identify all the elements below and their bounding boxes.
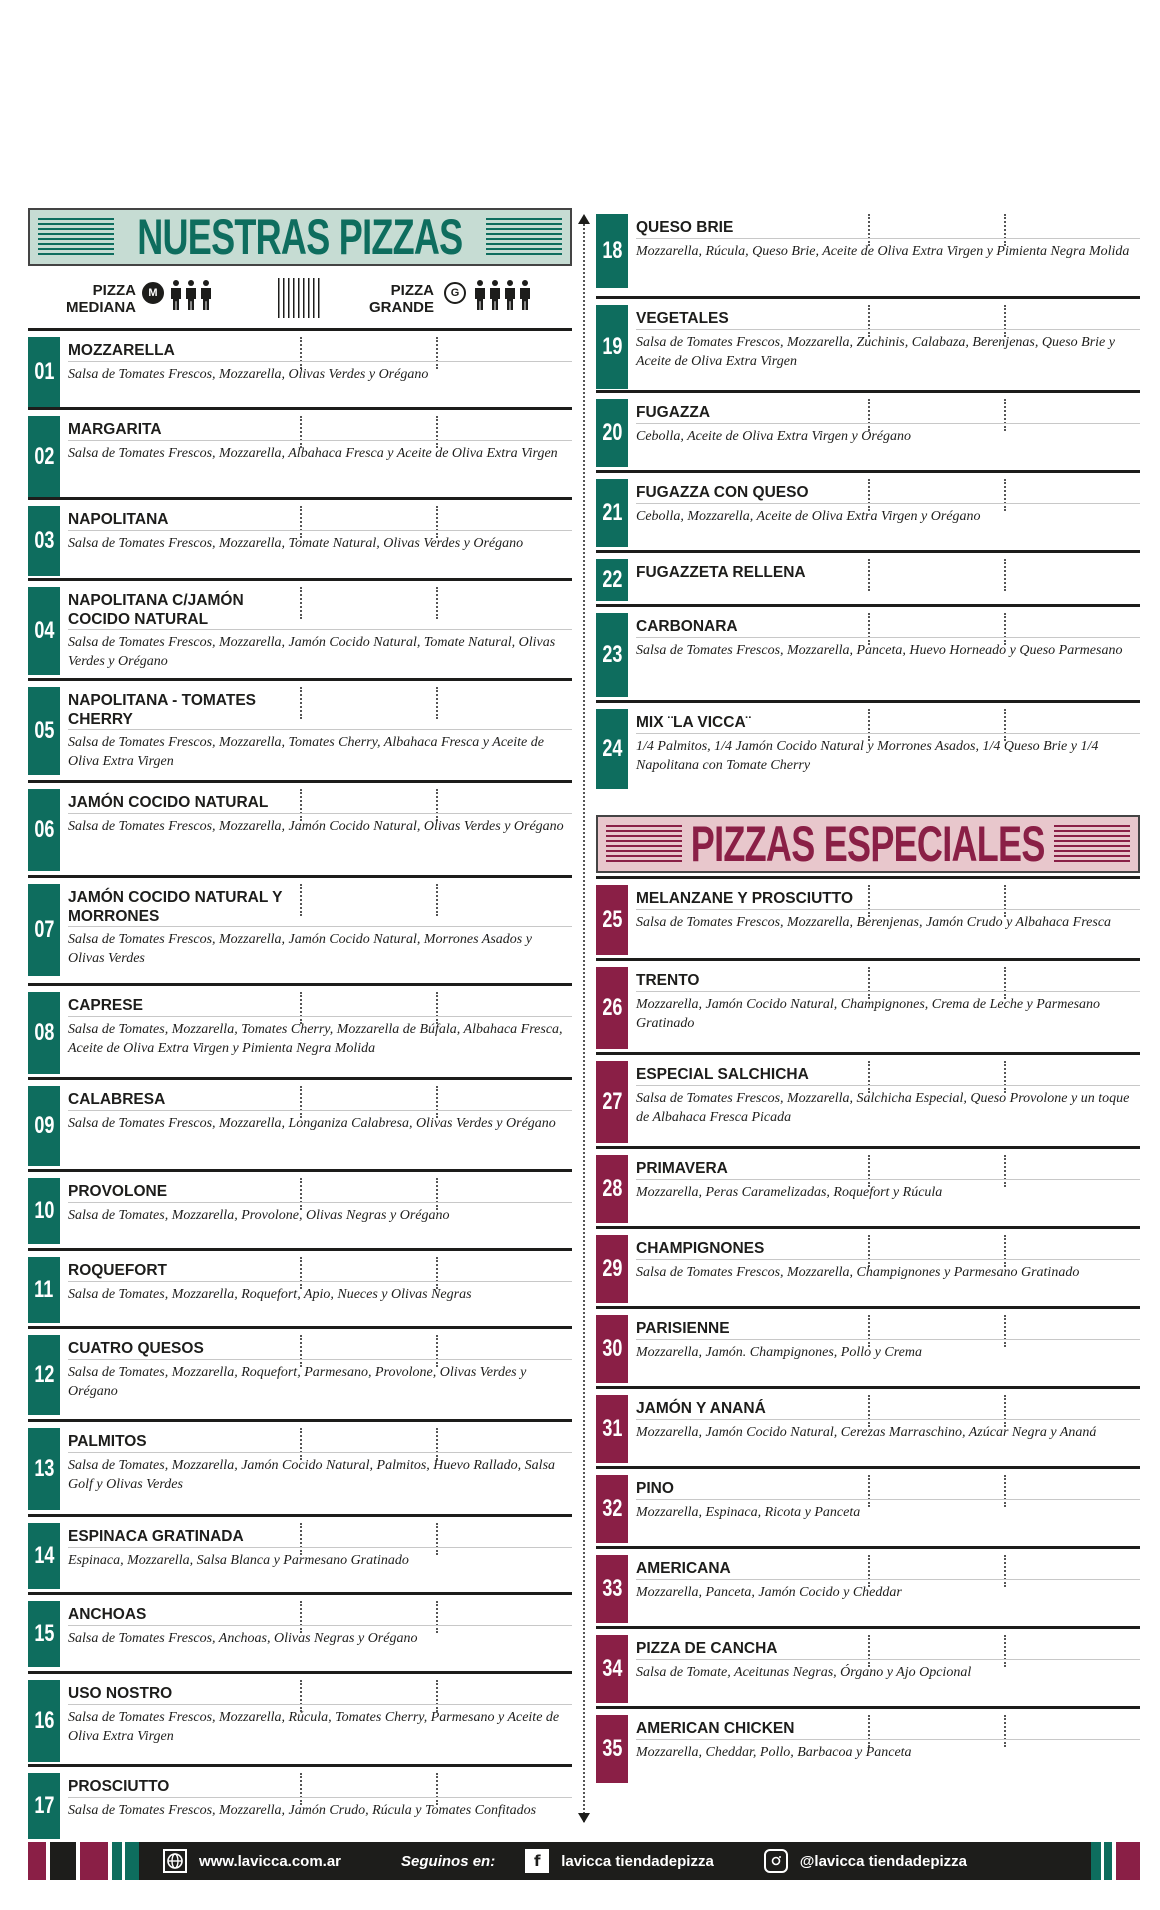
item-rule bbox=[68, 440, 572, 441]
arrow-up-icon bbox=[578, 214, 590, 224]
item-name: AMERICANA bbox=[636, 1560, 731, 1577]
menu-item bbox=[596, 876, 1140, 959]
item-name: ESPINACA GRATINADA bbox=[68, 1528, 244, 1545]
person-icon bbox=[504, 280, 516, 310]
item-rule bbox=[68, 1359, 572, 1360]
footer-stripe-left bbox=[28, 1842, 145, 1880]
item-rule bbox=[68, 530, 572, 531]
menu-item bbox=[28, 678, 572, 779]
item-name: MOZZARELLA bbox=[68, 342, 175, 359]
item-rule bbox=[636, 1419, 1140, 1420]
item-description: Salsa de Tomates Frescos, Mozzarella, Salchicha Especial, Queso Provolone y un toque de Albahaca Fresca Picada bbox=[636, 1091, 1130, 1125]
item-description: Mozzarella, Jamón Cocido Natural, Cerezas Marraschino, Azúcar Negra y Ananá bbox=[636, 1425, 1097, 1440]
menu-item bbox=[28, 1764, 572, 1843]
item-number-text: 06 bbox=[33, 816, 55, 843]
person-icon bbox=[474, 280, 486, 310]
menu-item bbox=[596, 470, 1140, 551]
item-number bbox=[28, 1086, 60, 1166]
item-number bbox=[596, 399, 628, 467]
person-icon bbox=[185, 280, 197, 310]
item-name: MARGARITA bbox=[68, 421, 162, 438]
item-rule bbox=[636, 423, 1140, 424]
item-name: AMERICAN CHICKEN bbox=[636, 1720, 795, 1737]
item-number-text: 31 bbox=[601, 1415, 623, 1442]
item-number-text: 19 bbox=[601, 333, 623, 360]
pizza-grande-label: PIZZA GRANDE bbox=[368, 282, 434, 316]
item-rule bbox=[68, 813, 572, 814]
item-description: Salsa de Tomates Frescos, Mozzarella, Olivas Verdes y Orégano bbox=[68, 367, 429, 382]
item-name: JAMÓN Y ANANÁ bbox=[636, 1400, 766, 1417]
item-description: 1/4 Palmitos, 1/4 Jamón Cocido Natural y Morrones Asados, 1/4 Queso Brie y 1/4 Napolitana con Tomate Cherry bbox=[636, 739, 1099, 773]
item-name: NAPOLITANA bbox=[68, 511, 169, 528]
item-description: Salsa de Tomates Frescos, Mozzarella, Jamón Crudo, Rúcula y Tomates Confitados bbox=[68, 1803, 537, 1818]
item-name: PROVOLONE bbox=[68, 1183, 168, 1200]
item-number bbox=[28, 789, 60, 871]
item-name: PROSCIUTTO bbox=[68, 1778, 170, 1795]
item-number-text: 21 bbox=[601, 499, 623, 526]
item-number bbox=[28, 1523, 60, 1589]
item-number-text: 09 bbox=[33, 1112, 55, 1139]
item-number bbox=[596, 1475, 628, 1543]
item-name: PIZZA DE CANCHA bbox=[636, 1640, 778, 1657]
item-number-text: 33 bbox=[601, 1575, 623, 1602]
item-number-text: 16 bbox=[33, 1707, 55, 1734]
item-description: Mozzarella, Peras Caramelizadas, Roquefort y Rúcula bbox=[636, 1185, 943, 1200]
item-description: Mozzarella, Jamón. Champignones, Pollo y Crema bbox=[636, 1345, 922, 1360]
item-rule bbox=[636, 238, 1140, 239]
item-name: FUGAZZETA RELLENA bbox=[636, 564, 806, 581]
item-number-text: 30 bbox=[601, 1335, 623, 1362]
item-number-text: 01 bbox=[33, 358, 55, 385]
item-rule bbox=[636, 503, 1140, 504]
item-number bbox=[596, 1235, 628, 1303]
mediana-badge-icon: M bbox=[142, 282, 164, 304]
item-number bbox=[596, 1315, 628, 1383]
item-rule bbox=[636, 733, 1140, 734]
menu-item bbox=[596, 1706, 1140, 1787]
item-rule bbox=[68, 1625, 572, 1626]
item-rule bbox=[68, 1110, 572, 1111]
item-name: ESPECIAL SALCHICHA bbox=[636, 1066, 809, 1083]
menu-item bbox=[28, 983, 572, 1078]
price-slot-grande bbox=[1004, 559, 1006, 591]
item-number bbox=[28, 1335, 60, 1415]
size-legend bbox=[28, 278, 572, 328]
item-description: Mozzarella, Jamón Cocido Natural, Champignones, Crema de Leche y Parmesano Gratinado bbox=[636, 997, 1101, 1031]
item-rule bbox=[636, 329, 1140, 330]
item-number bbox=[596, 1155, 628, 1223]
item-number-text: 22 bbox=[601, 566, 623, 593]
item-rule bbox=[636, 1085, 1140, 1086]
price-slot-grande bbox=[436, 687, 438, 719]
item-name: CHAMPIGNONES bbox=[636, 1240, 765, 1257]
menu-item bbox=[28, 780, 572, 875]
item-number bbox=[596, 305, 628, 389]
item-number-text: 05 bbox=[33, 717, 55, 744]
item-rule bbox=[68, 1016, 572, 1017]
divider-bars bbox=[278, 278, 322, 318]
item-number-text: 10 bbox=[33, 1197, 55, 1224]
item-description: Salsa de Tomates Frescos, Mozzarella, Zuchinis, Calabaza, Berenjenas, Queso Brie y Aceite de Oliva Extra Virgen bbox=[636, 335, 1115, 369]
item-number-text: 13 bbox=[33, 1455, 55, 1482]
item-name: VEGETALES bbox=[636, 310, 729, 327]
item-name: MELANZANE Y PROSCIUTTO bbox=[636, 890, 854, 907]
item-name: ANCHOAS bbox=[68, 1606, 147, 1623]
menu-item bbox=[28, 875, 572, 980]
banner-pizzas-especiales bbox=[596, 815, 1140, 873]
item-number-text: 11 bbox=[34, 1276, 54, 1303]
menu-item bbox=[596, 390, 1140, 471]
menu-item bbox=[28, 1326, 572, 1419]
footer-bar bbox=[28, 1842, 1140, 1880]
item-description: Salsa de Tomates Frescos, Mozzarella, Albahaca Fresca y Aceite de Oliva Extra Virgen bbox=[68, 446, 558, 461]
menu-item bbox=[596, 1626, 1140, 1707]
item-number bbox=[596, 613, 628, 697]
people-mediana bbox=[170, 280, 212, 310]
item-rule bbox=[636, 1339, 1140, 1340]
menu-item bbox=[596, 208, 1140, 292]
menu-item bbox=[28, 1671, 572, 1766]
item-rule bbox=[68, 729, 572, 730]
price-slot-grande bbox=[436, 884, 438, 916]
facebook-handle[interactable]: lavicca tiendadepizza bbox=[561, 1852, 714, 1870]
person-icon bbox=[489, 280, 501, 310]
item-name: FUGAZZA bbox=[636, 404, 711, 421]
item-description: Salsa de Tomates, Mozzarella, Roquefort, Parmesano, Provolone, Olivas Verdes y Orégano bbox=[68, 1365, 527, 1399]
item-number bbox=[28, 884, 60, 976]
pizza-mediana-label: PIZZA MEDIANA bbox=[66, 282, 136, 316]
item-number bbox=[28, 687, 60, 775]
banner-title: PIZZAS ESPECIALES bbox=[691, 816, 1045, 872]
item-description: Salsa de Tomates Frescos, Mozzarella, Longaniza Calabresa, Olivas Verdes y Orégano bbox=[68, 1116, 556, 1131]
people-grande bbox=[474, 280, 531, 310]
grande-badge-icon: G bbox=[444, 282, 466, 304]
item-rule bbox=[68, 1202, 572, 1203]
footer-stripe-right bbox=[1085, 1842, 1140, 1880]
item-number-text: 29 bbox=[601, 1255, 623, 1282]
item-number-text: 28 bbox=[601, 1175, 623, 1202]
item-rule bbox=[636, 991, 1140, 992]
item-description: Salsa de Tomates, Mozzarella, Roquefort, Apio, Nueces y Olivas Negras bbox=[68, 1287, 472, 1302]
item-description: Salsa de Tomate, Aceitunas Negras, Órgano y Ajo Opcional bbox=[636, 1665, 972, 1680]
item-rule bbox=[636, 637, 1140, 638]
item-name: ROQUEFORT bbox=[68, 1262, 168, 1279]
item-description: Salsa de Tomates Frescos, Mozzarella, Champignones y Parmesano Gratinado bbox=[636, 1265, 1080, 1280]
menu-item bbox=[28, 328, 572, 411]
item-name: PRIMAVERA bbox=[636, 1160, 728, 1177]
menu-item bbox=[596, 1386, 1140, 1467]
banner-nuestras-pizzas bbox=[28, 208, 572, 266]
item-number bbox=[28, 1680, 60, 1762]
item-number bbox=[28, 1601, 60, 1667]
item-description: Salsa de Tomates Frescos, Mozzarella, Rúcula, Tomates Cherry, Parmesano y Aceite de Oliva Extra Virgen bbox=[68, 1710, 560, 1744]
menu-item bbox=[596, 1466, 1140, 1547]
item-number bbox=[28, 587, 60, 675]
banner-stripes bbox=[486, 218, 562, 256]
item-description: Mozzarella, Rúcula, Queso Brie, Aceite de Oliva Extra Virgen y Pimienta Negra Molida bbox=[636, 244, 1130, 259]
item-number-text: 02 bbox=[33, 443, 55, 470]
menu-item bbox=[28, 1169, 572, 1248]
item-name: PINO bbox=[636, 1480, 674, 1497]
menu-item bbox=[28, 407, 572, 502]
price-slot-grande bbox=[436, 587, 438, 619]
menu-item bbox=[596, 1146, 1140, 1227]
menu-item bbox=[596, 1052, 1140, 1147]
menu-item bbox=[28, 1419, 572, 1514]
banner-title: NUESTRAS PIZZAS bbox=[137, 209, 463, 265]
menu-item bbox=[28, 1514, 572, 1593]
item-rule bbox=[636, 1739, 1140, 1740]
item-rule bbox=[68, 1281, 572, 1282]
item-name: JAMÓN COCIDO NATURAL bbox=[68, 794, 269, 811]
item-number-text: 07 bbox=[33, 916, 55, 943]
follow-label: Seguinos en: bbox=[401, 1852, 496, 1870]
instagram-icon[interactable] bbox=[764, 1849, 788, 1873]
item-number-text: 26 bbox=[601, 994, 623, 1021]
menu-item bbox=[28, 1077, 572, 1170]
item-rule bbox=[636, 1579, 1140, 1580]
item-number bbox=[596, 967, 628, 1049]
item-rule bbox=[68, 361, 572, 362]
menu-item bbox=[596, 958, 1140, 1053]
item-name: JAMÓN COCIDO NATURAL Y MORRONES bbox=[68, 889, 283, 925]
item-number bbox=[596, 1635, 628, 1703]
item-number-text: 18 bbox=[601, 237, 623, 264]
item-name: PALMITOS bbox=[68, 1433, 147, 1450]
item-number bbox=[28, 1178, 60, 1244]
item-number bbox=[28, 992, 60, 1074]
item-rule bbox=[68, 1704, 572, 1705]
item-name: CARBONARA bbox=[636, 618, 738, 635]
menu-item bbox=[596, 550, 1140, 605]
item-description: Salsa de Tomates Frescos, Mozzarella, Berenjenas, Jamón Crudo y Albahaca Fresca bbox=[636, 915, 1112, 930]
person-icon bbox=[170, 280, 182, 310]
item-description: Salsa de Tomates Frescos, Mozzarella, Panceta, Huevo Horneado y Queso Parmesano bbox=[636, 643, 1123, 658]
item-description: Salsa de Tomates Frescos, Mozzarella, Tomate Natural, Olivas Verdes y Orégano bbox=[68, 536, 524, 551]
item-number-text: 32 bbox=[601, 1495, 623, 1522]
person-icon bbox=[519, 280, 531, 310]
menu-item bbox=[596, 1546, 1140, 1627]
item-name: CUATRO QUESOS bbox=[68, 1340, 204, 1357]
banner-stripes bbox=[606, 825, 682, 863]
item-name: FUGAZZA CON QUESO bbox=[636, 484, 809, 501]
item-name: NAPOLITANA - TOMATES CHERRY bbox=[68, 692, 256, 728]
item-description: Salsa de Tomates, Mozzarella, Provolone, Olivas Negras y Orégano bbox=[68, 1208, 450, 1223]
item-rule bbox=[636, 1179, 1140, 1180]
item-name: MIX ¨LA VICCA¨ bbox=[636, 714, 751, 731]
item-description: Cebolla, Mozzarella, Aceite de Oliva Extra Virgen y Orégano bbox=[636, 509, 981, 524]
menu-item bbox=[596, 296, 1140, 393]
item-description: Espinaca, Mozzarella, Salsa Blanca y Parmesano Gratinado bbox=[68, 1553, 409, 1568]
item-rule bbox=[636, 1659, 1140, 1660]
item-number bbox=[28, 506, 60, 576]
footer-content bbox=[145, 1842, 1085, 1880]
price-slot-mediana bbox=[868, 559, 870, 591]
price-slot-mediana bbox=[300, 587, 302, 619]
item-number bbox=[596, 214, 628, 288]
menu-item bbox=[28, 1248, 572, 1327]
instagram-handle[interactable]: @lavicca tiendadepizza bbox=[799, 1852, 967, 1870]
price-slot-mediana bbox=[300, 687, 302, 719]
item-number-text: 03 bbox=[33, 527, 55, 554]
item-number bbox=[28, 1428, 60, 1510]
item-number bbox=[596, 1715, 628, 1783]
menu-item bbox=[28, 1592, 572, 1671]
item-name: USO NOSTRO bbox=[68, 1685, 173, 1702]
item-number bbox=[596, 709, 628, 789]
item-rule bbox=[636, 1499, 1140, 1500]
banner-stripes bbox=[38, 218, 114, 256]
item-number-text: 20 bbox=[601, 419, 623, 446]
item-name: QUESO BRIE bbox=[636, 219, 734, 236]
item-number-text: 04 bbox=[33, 617, 55, 644]
item-description: Mozzarella, Panceta, Jamón Cocido y Cheddar bbox=[636, 1585, 902, 1600]
menu-item bbox=[28, 578, 572, 679]
item-rule bbox=[68, 1547, 572, 1548]
item-description: Salsa de Tomates Frescos, Mozzarella, Tomates Cherry, Albahaca Fresca y Aceite de Oliva Extra Virgen bbox=[68, 735, 544, 769]
item-description: Salsa de Tomates, Mozzarella, Tomates Cherry, Mozzarella de Búfala, Albahaca Fresca, Aceite de Oliva Extra Virgen y Pimienta Negra Molida bbox=[68, 1022, 563, 1056]
item-name: NAPOLITANA C/JAMÓN COCIDO NATURAL bbox=[68, 592, 244, 628]
item-rule bbox=[68, 1797, 572, 1798]
item-rule bbox=[68, 629, 572, 630]
banner-stripes bbox=[1054, 825, 1130, 863]
website-link[interactable]: www.lavicca.com.ar bbox=[199, 1852, 342, 1870]
globe-icon bbox=[163, 1849, 187, 1873]
item-number bbox=[28, 337, 60, 407]
item-number-text: 23 bbox=[601, 641, 623, 668]
item-name: CAPRESE bbox=[68, 997, 143, 1014]
item-rule bbox=[636, 1259, 1140, 1260]
item-number bbox=[596, 1061, 628, 1143]
item-description: Salsa de Tomates Frescos, Anchoas, Olivas Negras y Orégano bbox=[68, 1631, 418, 1646]
item-number-text: 15 bbox=[33, 1620, 55, 1647]
menu-item bbox=[596, 1226, 1140, 1307]
item-number bbox=[596, 479, 628, 547]
item-number bbox=[28, 1773, 60, 1839]
item-rule bbox=[68, 926, 572, 927]
item-rule bbox=[68, 1452, 572, 1453]
item-rule bbox=[636, 909, 1140, 910]
menu-item bbox=[596, 604, 1140, 701]
item-description: Mozzarella, Cheddar, Pollo, Barbacoa y Panceta bbox=[636, 1745, 912, 1760]
item-number-text: 08 bbox=[33, 1019, 55, 1046]
item-number bbox=[596, 559, 628, 601]
item-number-text: 12 bbox=[33, 1361, 55, 1388]
menu-item bbox=[596, 700, 1140, 793]
item-name: CALABRESA bbox=[68, 1091, 166, 1108]
item-number bbox=[596, 1555, 628, 1623]
item-number-text: 17 bbox=[33, 1792, 55, 1819]
item-number-text: 24 bbox=[601, 735, 623, 762]
item-description: Cebolla, Aceite de Oliva Extra Virgen y Orégano bbox=[636, 429, 912, 444]
price-slot-mediana bbox=[300, 884, 302, 916]
item-name: TRENTO bbox=[636, 972, 700, 989]
item-number-text: 34 bbox=[601, 1655, 623, 1682]
column-divider bbox=[583, 220, 585, 1822]
item-description: Mozzarella, Espinaca, Ricota y Panceta bbox=[636, 1505, 861, 1520]
item-description: Salsa de Tomates Frescos, Mozzarella, Jamón Cocido Natural, Morrones Asados y Olivas Verdes bbox=[68, 932, 532, 966]
item-description: Salsa de Tomates Frescos, Mozzarella, Jamón Cocido Natural, Tomate Natural, Olivas Verdes y Orégano bbox=[68, 635, 556, 669]
menu-item bbox=[596, 1306, 1140, 1387]
person-icon bbox=[200, 280, 212, 310]
item-number bbox=[28, 416, 60, 498]
item-name: PARISIENNE bbox=[636, 1320, 730, 1337]
item-number-text: 25 bbox=[601, 906, 623, 933]
item-number-text: 27 bbox=[601, 1088, 623, 1115]
arrow-down-icon bbox=[578, 1813, 590, 1823]
item-number bbox=[596, 1395, 628, 1463]
item-number bbox=[28, 1257, 60, 1323]
item-number bbox=[596, 885, 628, 955]
item-number-text: 35 bbox=[601, 1735, 623, 1762]
item-description: Salsa de Tomates, Mozzarella, Jamón Cocido Natural, Palmitos, Huevo Rallado, Salsa Golf y Olivas Verdes bbox=[68, 1458, 556, 1492]
menu-item bbox=[28, 497, 572, 580]
item-number-text: 14 bbox=[33, 1542, 55, 1569]
facebook-icon[interactable]: f bbox=[525, 1849, 549, 1873]
item-description: Salsa de Tomates Frescos, Mozzarella, Jamón Cocido Natural, Olivas Verdes y Orégano bbox=[68, 819, 564, 834]
